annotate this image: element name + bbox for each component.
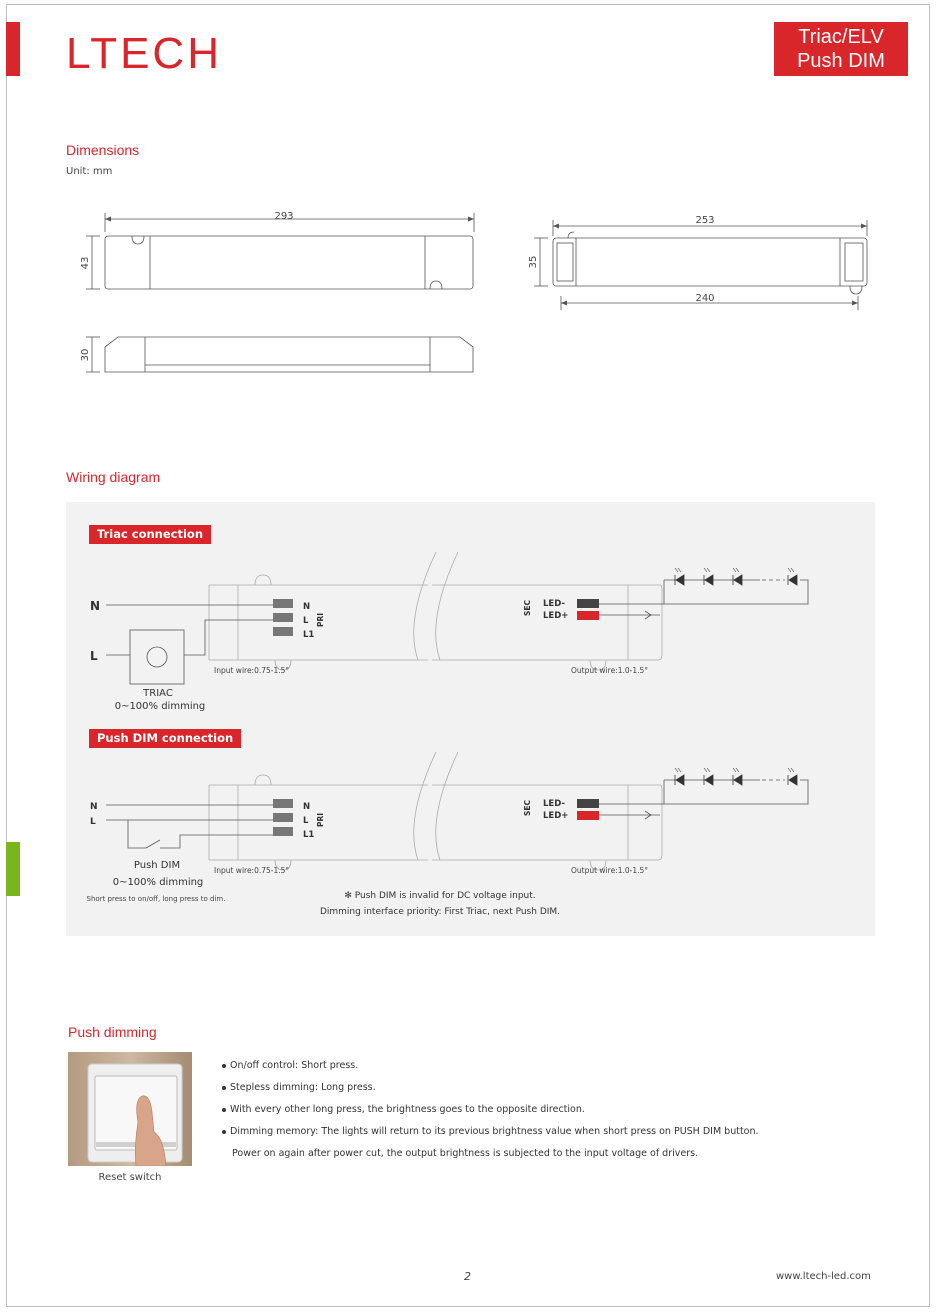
bullet-item	[222, 1080, 759, 1102]
push-terminal-n: N	[303, 802, 311, 812]
bullet-item	[222, 1124, 759, 1146]
push-terminal-l: L	[303, 816, 309, 826]
dim-43: 43	[80, 256, 91, 270]
bullet-text: On/off control: Short press.	[230, 1060, 359, 1071]
triac-terminal-l: L	[303, 616, 309, 626]
triac-n-label: N	[90, 599, 101, 613]
triac-connection-label: Triac connection	[89, 525, 211, 544]
push-l-label: L	[90, 817, 96, 827]
brand-logo: LTECH	[66, 29, 222, 78]
triac-terminal-l1: L1	[303, 630, 315, 640]
push-connection-label: Push DIM connection	[89, 729, 241, 748]
push-n-label: N	[90, 802, 98, 812]
badge-line-2: Push DIM	[797, 50, 885, 72]
push-input-wire: Input wire:0.75-1.5°	[214, 866, 290, 875]
bullet-item	[222, 1058, 759, 1080]
triac-input-wire: Input wire:0.75-1.5°	[214, 666, 290, 675]
push-note: Short press to on/off, long press to dim.	[86, 895, 226, 903]
triac-pri-label: PRI	[316, 612, 325, 628]
bullet-text: Dimming memory: The lights will return to its previous brightness value when short press on PUSH DIM button.	[230, 1126, 759, 1137]
dim-253: 253	[695, 215, 715, 226]
triac-sec-label: SEC	[523, 599, 532, 617]
dim-30: 30	[80, 348, 91, 362]
bullet-dot	[222, 1130, 226, 1134]
bullet-text: With every other long press, the brightness goes to the opposite direction.	[230, 1104, 585, 1115]
triac-terminal-n: N	[303, 602, 311, 612]
triac-l-label: L	[90, 649, 98, 663]
bullet-item	[222, 1102, 759, 1124]
dim-293: 293	[274, 211, 294, 222]
reset-switch-photo	[68, 1052, 192, 1166]
footer-url[interactable]: www.ltech-led.com	[776, 1271, 871, 1282]
dim-240: 240	[695, 293, 715, 304]
bullet-text: Stepless dimming: Long press.	[230, 1082, 376, 1093]
triac-output-wire: Output wire:1.0-1.5°	[571, 666, 649, 675]
bullet-dot	[222, 1108, 226, 1112]
triac-led-plus: LED+	[543, 611, 569, 621]
push-sec-label: SEC	[523, 799, 532, 817]
push-terminal-l1: L1	[303, 830, 315, 840]
push-dimming: 0~100% dimming	[112, 877, 204, 888]
page-number: 2	[464, 1270, 471, 1283]
push-dimming-title: Push dimming	[68, 1024, 157, 1040]
triac-dimming: 0~100% dimming	[114, 701, 206, 712]
bullet-dot	[222, 1064, 226, 1068]
dimensions-title: Dimensions	[66, 142, 140, 158]
push-dimming-bullets	[222, 1058, 759, 1168]
push-led-plus: LED+	[543, 811, 569, 821]
note-dc: ✻ Push DIM is invalid for DC voltage input.	[344, 891, 536, 901]
push-name: Push DIM	[133, 860, 181, 871]
bullet-dot	[222, 1086, 226, 1090]
push-led-minus: LED-	[543, 799, 565, 809]
reset-switch-caption: Reset switch	[98, 1172, 162, 1183]
unit-label: Unit: mm	[66, 166, 113, 177]
note-priority: Dimming interface priority: First Triac, next Push DIM.	[319, 907, 561, 917]
push-pri-label: PRI	[316, 812, 325, 828]
bullet-continuation: Power on again after power cut, the output brightness is subjected to the input voltage of drivers.	[232, 1148, 699, 1159]
badge-line-1: Triac/ELV	[798, 26, 884, 48]
push-output-wire: Output wire:1.0-1.5°	[571, 866, 649, 875]
wiring-title: Wiring diagram	[66, 469, 161, 485]
dim-35: 35	[528, 255, 539, 269]
triac-name: TRIAC	[143, 688, 173, 699]
triac-led-minus: LED-	[543, 599, 565, 609]
